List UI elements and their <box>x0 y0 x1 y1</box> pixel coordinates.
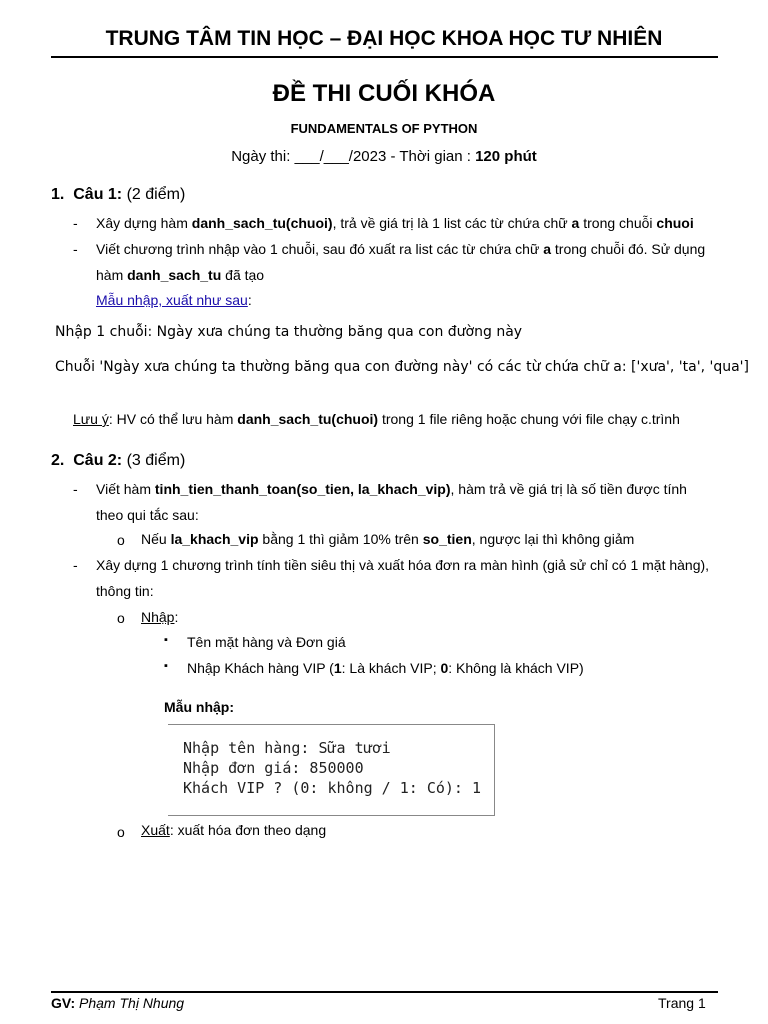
header-rule <box>51 56 718 58</box>
exam-subtitle: FUNDAMENTALS OF PYTHON <box>290 121 478 136</box>
input-heading: Nhập: <box>141 609 179 625</box>
bullet-dash: - <box>73 481 78 497</box>
circle-bullet: o <box>117 824 125 840</box>
question-2-rule: Nếu la_khach_vip bằng 1 thì giảm 10% trên so_tien, ngược lại thì không giảm <box>141 531 635 547</box>
org-header: TRUNG TÂM TIN HỌC – ĐẠI HỌC KHOA HỌC TƯ NHIÊN <box>105 27 663 50</box>
question-1-note: Lưu ý: HV có thể lưu hàm danh_sach_tu(chuoi) trong 1 file riêng hoặc chung với file chạy c.trình <box>73 411 680 427</box>
square-bullet: ▪ <box>164 634 168 646</box>
exam-title: ĐỀ THI CUỐI KHÓA <box>272 80 496 107</box>
input-item-2: Nhập Khách hàng VIP (1: Là khách VIP; 0: Không là khách VIP) <box>187 660 584 676</box>
question-1-bullet-2: Viết chương trình nhập vào 1 chuỗi, sau đó xuất ra list các từ chứa chữ a trong chuỗi đó. Sử dụng <box>96 241 706 257</box>
sample-input-label: Mẫu nhập: <box>164 699 234 715</box>
question-1-bullet-2-cont: hàm danh_sach_tu đã tạo <box>96 267 265 283</box>
code-line: Nhập đơn giá: 850000 <box>183 759 364 777</box>
exam-date: Ngày thi: ___/___/2023 - Thời gian : 120 phút <box>231 148 537 165</box>
circle-bullet: o <box>117 532 125 548</box>
sample-io-heading: Mẫu nhập, xuất như sau: <box>96 292 252 308</box>
footer-teacher: GV: Phạm Thị Nhung <box>51 995 185 1011</box>
sample-input-line: Nhập 1 chuỗi: Ngày xưa chúng ta thường băng qua con đường này <box>55 324 523 340</box>
bullet-dash: - <box>73 215 78 231</box>
square-bullet: ▪ <box>164 660 168 672</box>
question-2-bullet-2: Xây dựng 1 chương trình tính tiền siêu thị và xuất hóa đơn ra màn hình (giả sử chỉ có 1 mặt hàng), <box>96 557 710 573</box>
question-1-heading: 1. Câu 1: (2 điểm) <box>51 186 186 203</box>
output-heading: Xuất: xuất hóa đơn theo dạng <box>141 822 327 838</box>
question-1-bullet-1: Xây dựng hàm danh_sach_tu(chuoi), trả về giá trị là 1 list các từ chứa chữ a trong chuỗi chuoi <box>96 215 694 231</box>
footer-rule <box>51 991 718 993</box>
bullet-dash: - <box>73 241 78 257</box>
question-2-bullet-1-cont: theo qui tắc sau: <box>96 507 199 523</box>
question-2-bullet-1: Viết hàm tinh_tien_thanh_toan(so_tien, la_khach_vip), hàm trả về giá trị là số tiền được tính <box>96 481 687 497</box>
input-item-1: Tên mặt hàng và Đơn giá <box>187 634 346 650</box>
question-2-heading: 2. Câu 2: (3 điểm) <box>51 452 186 469</box>
page-number: Trang 1 <box>658 995 706 1011</box>
code-line: Nhập tên hàng: Sữa tươi <box>183 739 391 757</box>
sample-output-line: Chuỗi 'Ngày xưa chúng ta thường băng qua con đường này' có các từ chứa chữ a: ['xưa', 'ta', 'qua'] <box>55 359 749 375</box>
code-line: Khách VIP ? (0: không / 1: Có): 1 <box>183 779 482 797</box>
bullet-dash: - <box>73 557 78 573</box>
circle-bullet: o <box>117 610 125 626</box>
question-2-bullet-2-cont: thông tin: <box>96 583 154 599</box>
